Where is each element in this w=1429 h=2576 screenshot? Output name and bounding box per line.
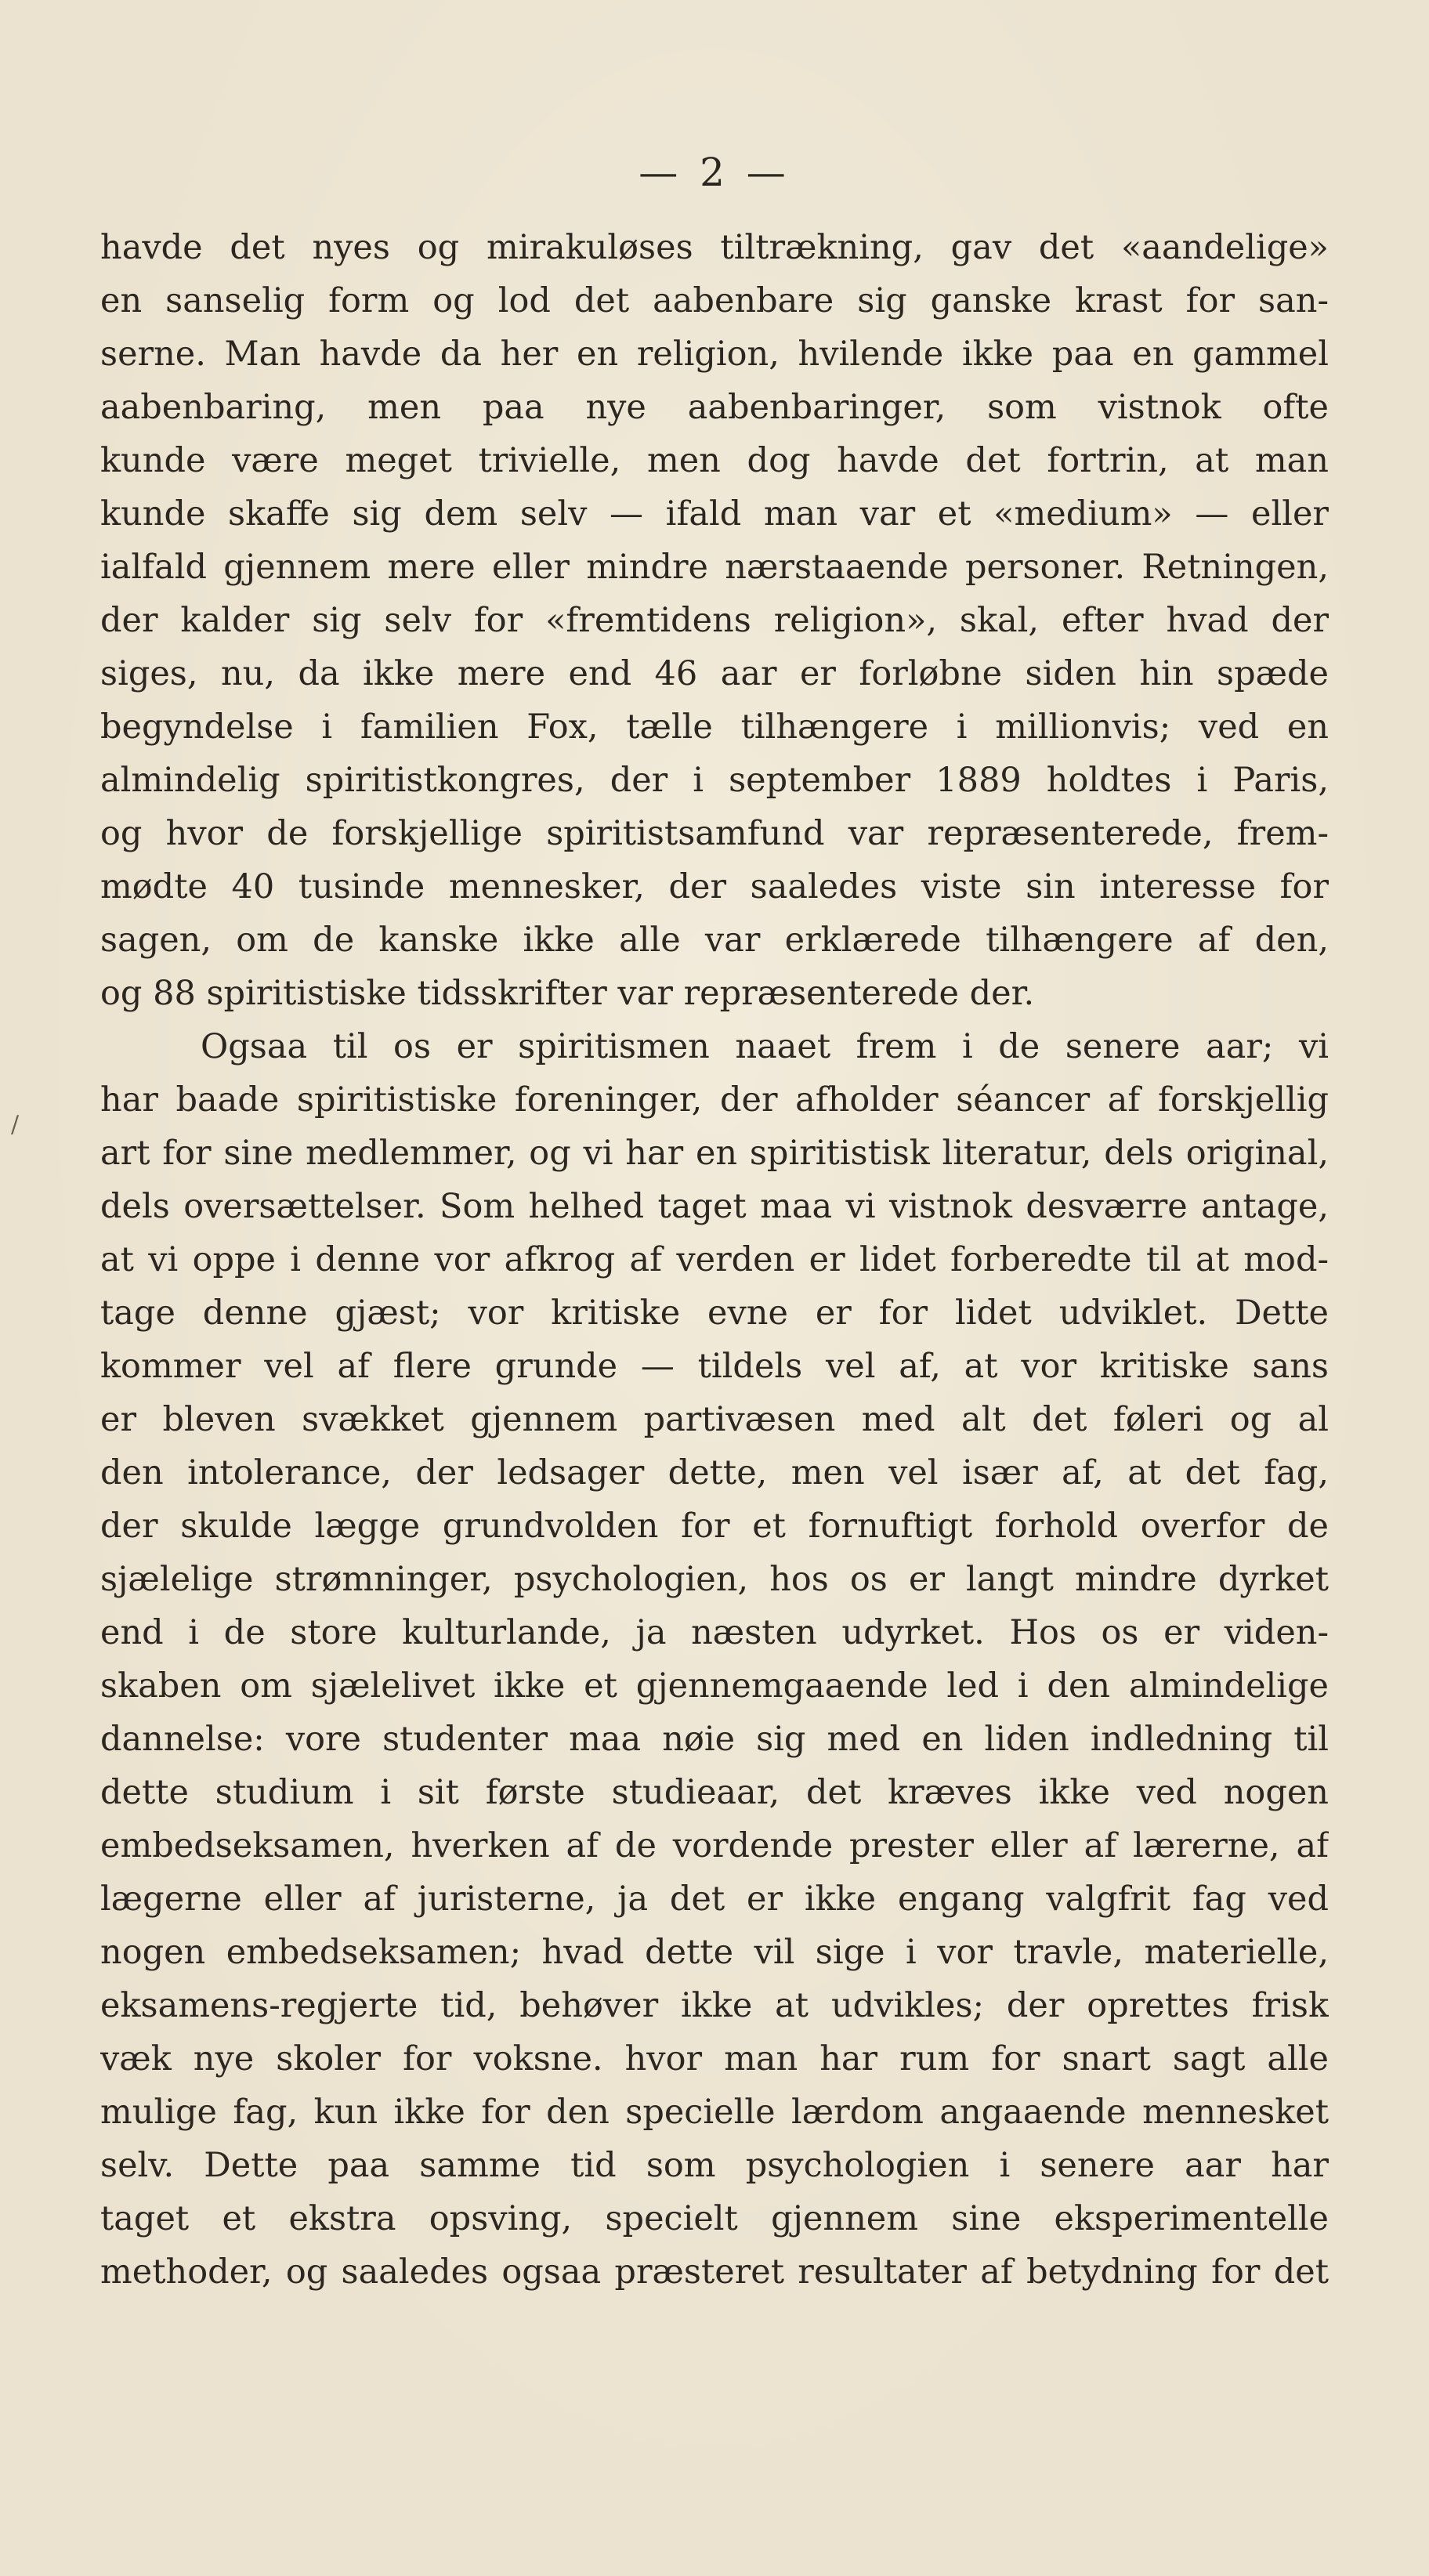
text-line: mødte 40 tusinde mennesker, der saaledes viste sin interesse for [100,867,1329,906]
text-line: embedseksamen, hverken af de vordende prester eller af lærerne, af [100,1826,1329,1865]
text-line: aabenbaring, men paa nye aabenbaringer, som vistnok ofte [100,388,1329,427]
text-line: begyndelse i familien Fox, tælle tilhængere i millionvis; ved en [100,707,1329,747]
text-line: skaben om sjælelivet ikke et gjennemgaaende led i den almindelige [100,1666,1329,1706]
page-number: — 2 — [639,150,790,195]
text-line: art for sine medlemmer, og vi har en spiritistisk literatur, dels original, [100,1134,1329,1173]
text-line: dannelse: vore studenter maa nøie sig med en liden indledning til [100,1720,1329,1759]
text-line: mulige fag, kun ikke for den specielle lærdom angaaende mennesket [100,2093,1329,2132]
margin-pencil-mark: / [11,1111,20,1138]
text-line: nogen embedseksamen; hvad dette vil sige i vor travle, materielle, [100,1933,1329,1972]
text-line: almindelig spiritistkongres, der i september 1889 holdtes i Paris, [100,761,1329,800]
text-line: sagen, om de kanske ikke alle var erklærede tilhængere af den, [100,921,1329,960]
text-line: og 88 spiritistiske tidsskrifter var repræsenterede der. [100,974,1035,1013]
text-line: der skulde lægge grundvolden for et fornuftigt forhold overfor de [100,1507,1329,1546]
text-line: en sanselig form og lod det aabenbare sig ganske krast for san- [100,281,1329,320]
text-line: der kalder sig selv for «fremtidens religion», skal, efter hvad der [100,601,1329,640]
text-line: Ogsaa til os er spiritismen naaet frem i de senere aar; vi [201,1027,1329,1066]
text-line: dels oversættelser. Som helhed taget maa vi vistnok desværre antage, [100,1187,1329,1226]
text-line: havde det nyes og mirakuløses tiltrækning, gav det «aandelige» [100,228,1329,267]
text-line: selv. Dette paa samme tid som psychologien i senere aar har [100,2146,1329,2185]
text-line: sjælelige strømninger, psychologien, hos os er langt mindre dyrket [100,1560,1329,1599]
text-line: siges, nu, da ikke mere end 46 aar er forløbne siden hin spæde [100,654,1329,693]
text-line: at vi oppe i denne vor afkrog af verden er lidet forberedte til at mod- [100,1240,1329,1279]
body-text [100,221,1329,2299]
text-line: dette studium i sit første studieaar, det kræves ikke ved nogen [100,1773,1329,1812]
text-line: tage denne gjæst; vor kritiske evne er for lidet udviklet. Dette [100,1293,1329,1333]
text-line: end i de store kulturlande, ja næsten udyrket. Hos os er viden- [100,1613,1329,1652]
text-line: eksamens-regjerte tid, behøver ikke at udvikles; der oprettes frisk [100,1986,1329,2025]
text-line: taget et ekstra opsving, specielt gjennem sine eksperimentelle [100,2199,1329,2238]
text-line: kunde være meget trivielle, men dog havde det fortrin, at man [100,441,1329,480]
text-line: kommer vel af flere grunde — tildels vel af, at vor kritiske sans [100,1347,1329,1386]
text-line: er bleven svækket gjennem partivæsen med alt det føleri og al [100,1400,1329,1439]
text-line: den intolerance, der ledsager dette, men vel især af, at det fag, [100,1453,1329,1492]
text-line: methoder, og saaledes ogsaa præsteret resultater af betydning for det [100,2252,1329,2292]
text-line: lægerne eller af juristerne, ja det er ikke engang valgfrit fag ved [100,1880,1329,1919]
text-line: serne. Man havde da her en religion, hvilende ikke paa en gammel [100,335,1329,374]
text-line: og hvor de forskjellige spiritistsamfund var repræsenterede, frem- [100,814,1329,853]
text-line: væk nye skoler for voksne. hvor man har rum for snart sagt alle [100,2039,1329,2079]
text-line: ialfald gjennem mere eller mindre nærstaaende personer. Retningen, [100,548,1329,587]
text-line: kunde skaffe sig dem selv — ifald man var et «medium» — eller [100,494,1329,534]
text-line: har baade spiritistiske foreninger, der afholder séancer af forskjellig [100,1080,1329,1120]
